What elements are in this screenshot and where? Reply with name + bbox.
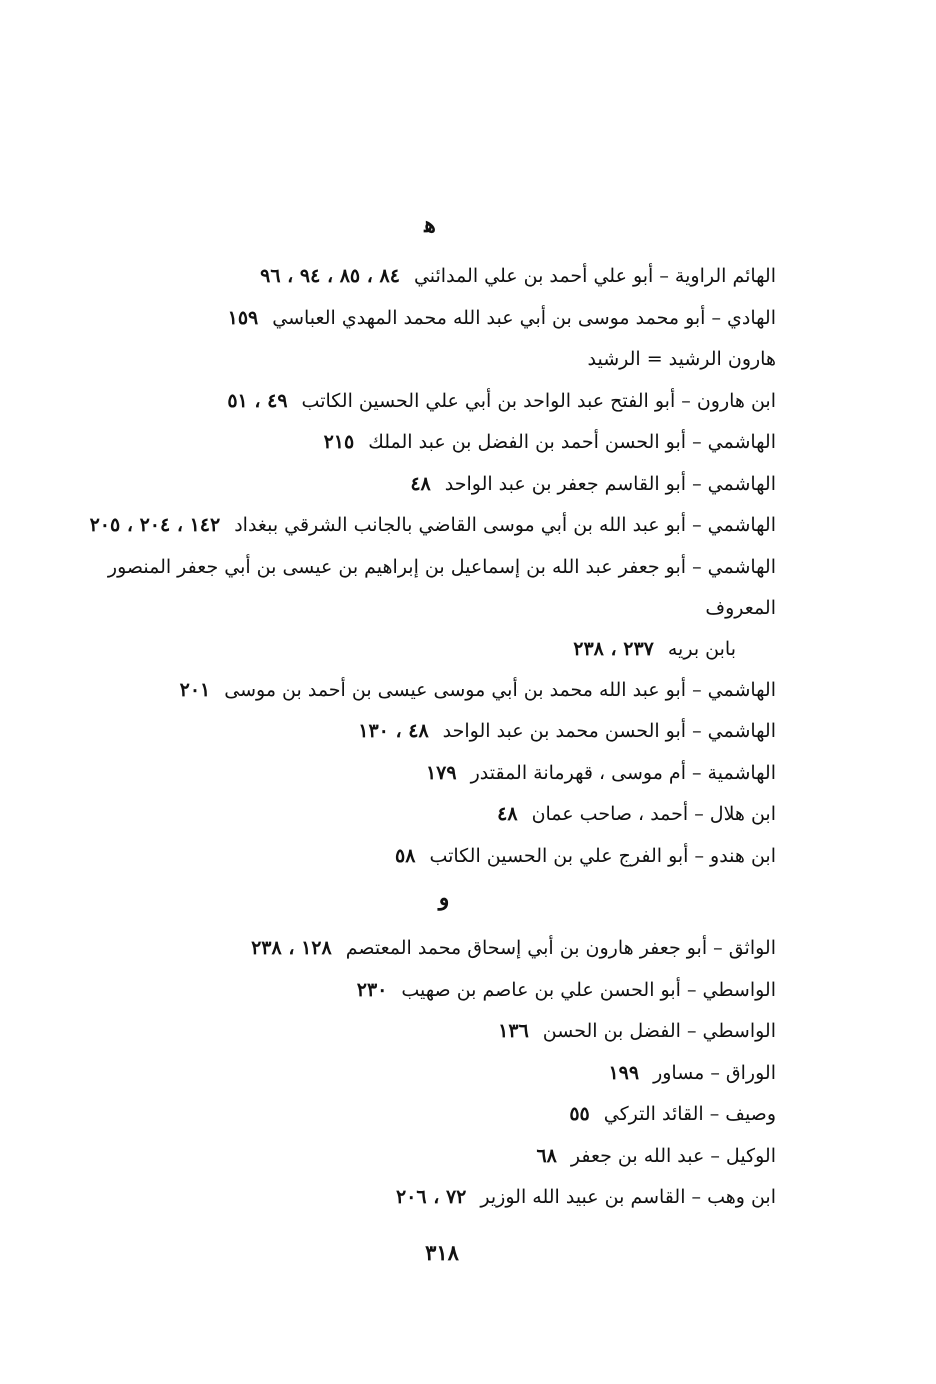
entry-pages: ٨٤ ، ٨٥ ، ٩٤ ، ٩٦	[260, 265, 400, 287]
entry-name: الهاشمية – أم موسى ، قهرمانة المقتدر	[470, 761, 776, 784]
index-entry	[86, 670, 776, 712]
entry-name: الواثق – أبو جعفر هارون بن أبي إسحاق محمد المعتصم	[345, 937, 776, 959]
entry-name: ابن وهب – القاسم بن عبيد الله الوزير	[480, 1186, 776, 1208]
index-entry	[86, 464, 776, 506]
section-letter-ha: ﻫ	[424, 212, 436, 238]
index-entry	[86, 339, 776, 381]
index-entry	[86, 298, 776, 340]
entry-name: الواسطي – أبو الحسن علي بن عاصم بن صهيب	[401, 978, 776, 1001]
entry-pages: ٢٣٠	[356, 978, 388, 1001]
entry-pages: ٤٨ ، ١٣٠	[358, 720, 429, 742]
entry-pages: ٤٨	[410, 472, 431, 495]
entry-pages: ١٧٩	[425, 761, 457, 784]
entry-name: الواسطي – الفضل بن الحسن	[542, 1020, 776, 1042]
entry-name: الوراق – مساور	[653, 1061, 776, 1084]
entry-pages: ٤٨	[497, 803, 518, 825]
index-entry	[86, 1094, 776, 1136]
entry-name: الهادي – أبو محمد موسى بن أبي عبد الله محمد المهدي العباسي	[272, 306, 776, 329]
entry-pages: ١٩٩	[608, 1061, 640, 1084]
index-entry	[86, 836, 776, 878]
index-entry	[86, 1177, 776, 1219]
index-entry	[86, 753, 776, 795]
index-entry	[86, 381, 776, 423]
entry-name: الهاشمي – أبو عبد الله بن أبي موسى القاضي بالجانب الشرقي ببغداد	[234, 514, 776, 536]
index-entry	[86, 711, 776, 753]
entry-name: ابن هارون – أبو الفتح عبد الواحد بن أبي علي الحسين الكاتب	[301, 389, 776, 412]
index-entry	[86, 256, 776, 298]
entry-pages: ١٥٩	[227, 306, 259, 329]
index-entry	[86, 1053, 776, 1095]
entry-name: الهاشمي – أبو عبد الله محمد بن أبي موسى عيسى بن أحمد بن موسى	[224, 678, 776, 701]
entry-pages: ١٢٨ ، ٢٣٨	[251, 937, 332, 959]
entry-pages: ٦٨	[536, 1144, 557, 1167]
page-number: ٣١٨	[425, 1240, 459, 1265]
entry-name: الهاشمي – أبو الحسن محمد بن عبد الواحد	[442, 720, 776, 742]
entry-name: وصيف – القائد التركي	[603, 1103, 776, 1125]
entry-name: الوكيل – عبد الله بن جعفر	[570, 1144, 776, 1167]
entry-name: ابن هلال – أحمد ، صاحب عمان	[531, 803, 776, 825]
index-entry	[86, 1011, 776, 1053]
index-entry-wrapped	[86, 547, 776, 670]
entry-name: الهاشمي – أبو الحسن أحمد بن الفضل بن عبد الملك	[368, 431, 776, 453]
entry-pages: ١٣٦	[498, 1020, 529, 1042]
entry-pages: ٥٥	[569, 1103, 590, 1125]
entry-name: الهائم الراوية – أبو علي أحمد بن علي المدائني	[413, 265, 776, 287]
entry-pages: ٥٨	[395, 844, 416, 867]
entry-pages: ٢١٥	[323, 431, 355, 453]
section-waw-entries	[86, 928, 776, 1219]
section-letter-waw: و	[438, 885, 450, 911]
entry-continuation	[86, 629, 776, 670]
entry-pages: ٤٩ ، ٥١	[227, 389, 288, 412]
index-entry	[86, 928, 776, 970]
index-entry	[86, 422, 776, 464]
entry-name: ابن هندو – أبو الفرج علي بن الحسين الكاتب	[429, 844, 776, 867]
index-entry	[86, 970, 776, 1012]
entry-name: الهاشمي – أبو جعفر عبد الله بن إسماعيل بن إبراهيم بن عيسى بن أبي جعفر المنصور المعروف	[107, 555, 776, 619]
entry-pages: ١٤٢ ، ٢٠٤ ، ٢٠٥	[89, 514, 221, 536]
index-entry	[86, 505, 776, 547]
entry-pages: ٢٣٧ ، ٢٣٨	[573, 637, 654, 660]
entry-name-continuation: بابن بريه	[667, 637, 736, 660]
entry-name: هارون الرشيد = الرشيد	[587, 348, 776, 370]
index-entry	[86, 794, 776, 836]
index-entry	[86, 1136, 776, 1178]
entry-pages: ٢٠١	[179, 678, 211, 701]
section-ha-entries	[86, 256, 776, 877]
entry-name: الهاشمي – أبو القاسم جعفر بن عبد الواحد	[444, 472, 776, 495]
entry-pages: ٧٢ ، ٢٠٦	[395, 1186, 467, 1208]
